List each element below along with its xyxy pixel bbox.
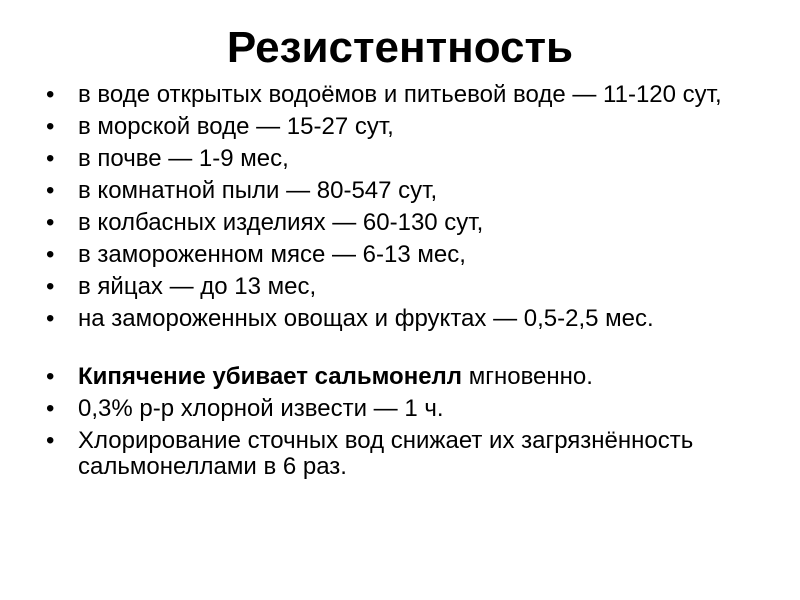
list-item-soil: [43, 146, 763, 172]
list-item-boiling: [43, 364, 763, 390]
bullet-dot: •: [46, 363, 55, 390]
list-item-text: в яйцах — до 13 мес,: [78, 273, 317, 300]
list-item-text: в воде открытых водоёмов и питьевой воде — 11-120 сут,: [78, 81, 722, 108]
list-item-frozen-meat: [43, 242, 763, 268]
list-item-open-water: [43, 82, 763, 108]
list-item-text: в колбасных изделиях — 60-130 сут,: [78, 209, 484, 236]
bullet-dot: •: [46, 395, 55, 422]
list-item-eggs: [43, 274, 763, 300]
list-item-text: в почве — 1-9 мес,: [78, 145, 289, 172]
bullet-dot: •: [46, 113, 55, 140]
bullet-dot: •: [46, 241, 55, 268]
list-item-sausage: [43, 210, 763, 236]
list-item-text: в комнатной пыли — 80-547 сут,: [78, 177, 438, 204]
bullet-list: [43, 82, 763, 486]
boiling-rest-text: мгновенно.: [462, 363, 593, 390]
bullet-dot: •: [46, 177, 55, 204]
list-item-text: 0,3% р-р хлорной извести — 1 ч.: [78, 395, 444, 422]
bullet-dot: •: [46, 145, 55, 172]
list-item-sea-water: [43, 114, 763, 140]
slide-title: Резистентность: [226, 23, 574, 72]
bullet-dot: •: [46, 305, 55, 332]
boiling-bold-text: Кипячение убивает сальмонелл: [78, 363, 463, 390]
list-item-frozen-vegetables: [43, 306, 763, 332]
bullet-dot: •: [46, 273, 55, 300]
list-item-text: Хлорирование сточных вод снижает их загрязнённость сальмонеллами в 6 раз.: [78, 427, 694, 480]
bullet-dot: •: [46, 427, 55, 454]
bullet-dot: •: [46, 209, 55, 236]
list-item-text: в замороженном мясе — 6-13 мес,: [78, 241, 466, 268]
list-item-text: на замороженных овощах и фруктах — 0,5-2,5 мес.: [78, 305, 654, 332]
bullet-dot: •: [46, 81, 55, 108]
list-item-chlorine-lime: [43, 396, 763, 422]
list-item-chlorination: [43, 428, 763, 480]
list-item-room-dust: [43, 178, 763, 204]
list-item-text: в морской воде — 15-27 сут,: [78, 113, 394, 140]
